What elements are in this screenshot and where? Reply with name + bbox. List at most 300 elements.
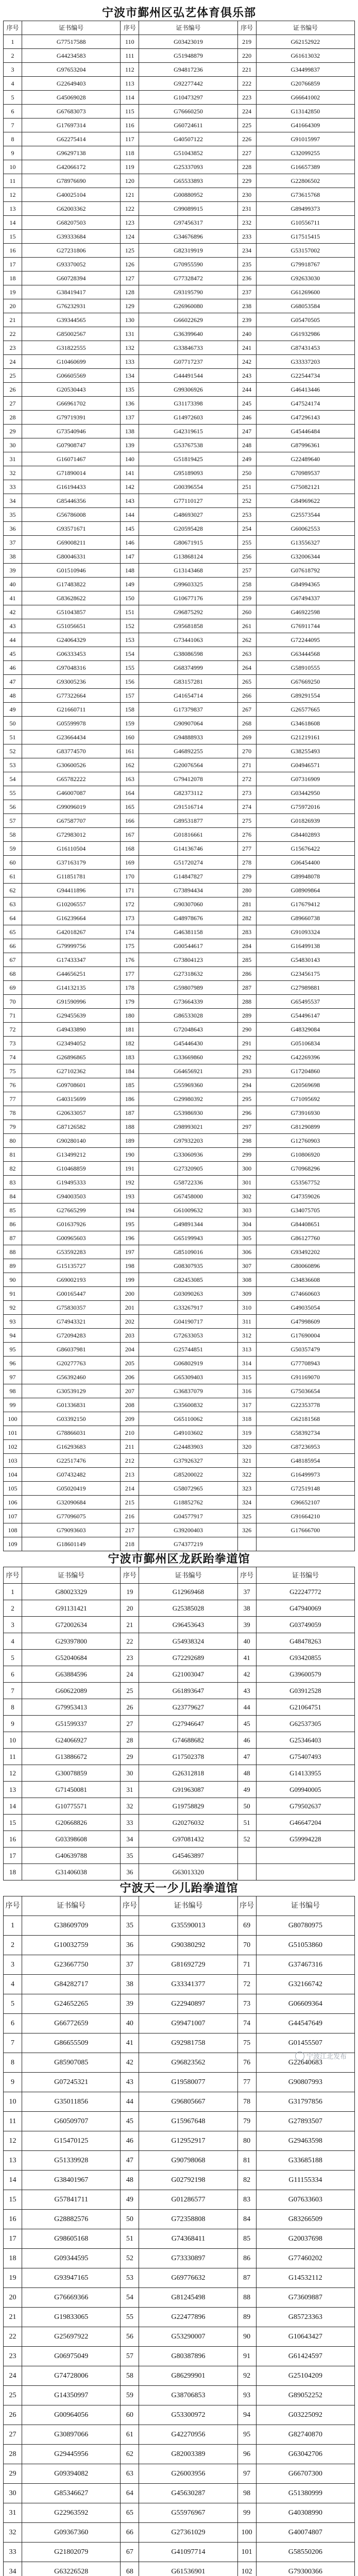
row-number: 49 — [121, 2190, 139, 2210]
cert-number: G96652107 — [256, 1496, 354, 1510]
cert-number: G93492202 — [256, 1245, 354, 1259]
row-number: 91 — [237, 2347, 256, 2366]
cert-number: G77096075 — [22, 1510, 121, 1523]
cert-number: G05599978 — [22, 717, 121, 731]
row-number: 31 — [121, 1782, 139, 1798]
cert-number: G42269396 — [256, 1050, 354, 1064]
row-number: 66 — [121, 2523, 139, 2543]
row-number: 266 — [237, 689, 256, 703]
cert-number: G79412078 — [139, 772, 237, 786]
cert-number: G10206557 — [22, 897, 121, 911]
row-number: 97 — [4, 1370, 22, 1384]
row-number: 215 — [121, 1496, 139, 1510]
row-number: 46 — [237, 1732, 256, 1749]
row-number: 176 — [121, 953, 139, 967]
cert-number: G03225092 — [256, 2405, 354, 2425]
row-number: 93 — [4, 1315, 22, 1329]
cert-number: G00544617 — [139, 939, 237, 953]
row-number: 158 — [121, 703, 139, 717]
cert-number: G24064329 — [22, 633, 121, 647]
cert-number: G54938324 — [139, 1633, 237, 1650]
cert-number: G11155334 — [256, 2171, 354, 2190]
row-number: 282 — [237, 911, 256, 925]
cert-number: G08307935 — [139, 1259, 237, 1273]
row-number: 317 — [237, 1398, 256, 1412]
cert-number: G24483903 — [139, 1440, 237, 1454]
cert-number: G93947165 — [22, 2268, 121, 2288]
cert-number: G42066172 — [22, 160, 121, 174]
row-number: 39 — [4, 564, 22, 578]
row-number: 50 — [4, 717, 22, 731]
cert-number: G19758829 — [139, 1798, 237, 1815]
cert-number: G10643427 — [256, 2327, 354, 2347]
row-number: 323 — [237, 1482, 256, 1496]
cert-number: G38609709 — [22, 1916, 121, 1936]
row-number: 175 — [121, 939, 139, 953]
cert-number: G91093324 — [256, 925, 354, 939]
table-row — [4, 313, 355, 327]
row-number: 70 — [4, 995, 22, 1009]
row-number: 45 — [121, 2112, 139, 2131]
cert-number: G93571671 — [22, 522, 121, 536]
row-number: 37 — [121, 1955, 139, 1975]
table-row — [4, 1916, 355, 1936]
row-number: 37 — [4, 536, 22, 550]
row-number: 251 — [237, 480, 256, 494]
row-number: 129 — [121, 299, 139, 313]
cert-number: G69776632 — [139, 2268, 237, 2288]
cert-number: G38419417 — [22, 285, 121, 299]
table-row — [4, 2014, 355, 2033]
row-number: 47 — [4, 675, 22, 689]
cert-number: G77328472 — [139, 272, 237, 285]
row-number: 207 — [121, 1384, 139, 1398]
cert-number: G62003362 — [22, 202, 121, 216]
cert-number: G67587707 — [22, 814, 121, 828]
row-number: 27 — [121, 1716, 139, 1732]
row-number: 319 — [237, 1426, 256, 1440]
row-number: 288 — [237, 995, 256, 1009]
cert-number: G17502378 — [139, 1749, 237, 1765]
row-number: 51 — [237, 1815, 256, 1831]
row-number: 53 — [4, 758, 22, 772]
row-number: 164 — [121, 786, 139, 800]
row-number: 148 — [121, 564, 139, 578]
row-number: 55 — [4, 786, 22, 800]
row-number: 312 — [237, 1329, 256, 1343]
table-row — [4, 550, 355, 564]
cert-number: G17204860 — [256, 1064, 354, 1078]
cert-number: G01637926 — [22, 1217, 121, 1231]
table-row — [4, 216, 355, 230]
cert-number: G16110504 — [22, 842, 121, 856]
row-number: 65 — [121, 2503, 139, 2523]
row-number: 12 — [4, 188, 22, 202]
cert-number: G56786008 — [22, 508, 121, 522]
cert-number: G04946571 — [256, 758, 354, 772]
cert-number: G27946647 — [139, 1716, 237, 1732]
cert-number: G79502637 — [256, 1798, 354, 1815]
row-number: 289 — [237, 1009, 256, 1023]
cert-number: G51339928 — [22, 2151, 121, 2171]
cert-number: G14847827 — [139, 870, 237, 884]
row-number: 59 — [4, 842, 22, 856]
table-row — [4, 591, 355, 605]
row-number: 137 — [121, 411, 139, 425]
row-number: 20 — [4, 2288, 22, 2308]
row-number: 252 — [237, 494, 256, 508]
row-number: 187 — [121, 1106, 139, 1120]
row-number: 247 — [237, 425, 256, 438]
cert-number: G17697314 — [22, 118, 121, 132]
row-number: 193 — [121, 1190, 139, 1204]
cert-header: 证书编号 — [139, 1567, 237, 1584]
row-number: 87 — [4, 1231, 22, 1245]
cert-number — [256, 1848, 354, 1864]
cert-number: G26003956 — [139, 2464, 237, 2484]
table-row — [4, 1732, 355, 1749]
row-number: 15 — [4, 230, 22, 244]
table-row — [4, 494, 355, 508]
cert-number: G89052252 — [256, 2386, 354, 2405]
cert-number: G79918767 — [256, 258, 354, 272]
cert-number: G26896865 — [22, 1050, 121, 1064]
row-number: 49 — [4, 703, 22, 717]
row-number: 90 — [237, 2327, 256, 2347]
cert-number: G60062553 — [256, 522, 354, 536]
row-number: 200 — [121, 1287, 139, 1301]
table-row — [4, 285, 355, 299]
cert-number: G16239664 — [22, 911, 121, 925]
row-number: 124 — [121, 230, 139, 244]
cert-number: G23779627 — [139, 1699, 237, 1716]
row-number: 221 — [237, 63, 256, 77]
row-number: 46 — [4, 661, 22, 675]
cert-number: G12760903 — [256, 1134, 354, 1148]
row-number: 235 — [237, 258, 256, 272]
table-row — [4, 146, 355, 160]
cert-number: G22963592 — [22, 2503, 121, 2523]
row-number: 280 — [237, 884, 256, 897]
table-row — [4, 1176, 355, 1190]
row-number: 241 — [237, 341, 256, 355]
row-number: 77 — [237, 2073, 256, 2092]
cert-number: G84969622 — [256, 494, 354, 508]
row-number: 142 — [121, 480, 139, 494]
row-number: 11 — [4, 2112, 22, 2131]
row-number: 40 — [237, 1633, 256, 1650]
cert-number: G85109016 — [139, 1245, 237, 1259]
cert-number: G17690004 — [256, 1329, 354, 1343]
cert-number: G73330897 — [139, 2249, 237, 2268]
cert-number: G24066927 — [22, 1732, 121, 1749]
cert-number: G48185954 — [256, 1454, 354, 1468]
row-number: 188 — [121, 1120, 139, 1134]
row-number — [237, 1848, 256, 1864]
table-row — [4, 1650, 355, 1666]
cert-number: G84282717 — [22, 1975, 121, 1994]
cert-number: G00965603 — [22, 1231, 121, 1245]
table-row — [4, 703, 355, 717]
section-title-3: 宁波天一少儿跆拳道馆 — [3, 1880, 355, 1896]
row-number: 177 — [121, 967, 139, 981]
row-number: 28 — [121, 1732, 139, 1749]
cert-number: G03442950 — [256, 786, 354, 800]
row-number: 285 — [237, 953, 256, 967]
table-row — [4, 1217, 355, 1231]
row-number: 89 — [237, 2308, 256, 2327]
cert-number: G15135727 — [22, 1259, 121, 1273]
cert-number: G25346403 — [256, 1732, 354, 1749]
row-number: 120 — [121, 174, 139, 188]
cert-header: 证书编号 — [256, 1567, 354, 1584]
table-row — [4, 1440, 355, 1454]
cert-number: G03090263 — [139, 1287, 237, 1301]
cert-number: G99603325 — [139, 578, 237, 591]
cert-number: G22353778 — [256, 1398, 354, 1412]
row-number: 299 — [237, 1148, 256, 1162]
row-number: 32 — [4, 466, 22, 480]
table-row — [4, 1975, 355, 1994]
row-number: 43 — [121, 2073, 139, 2092]
cert-number: G27893507 — [256, 2112, 354, 2131]
row-number: 76 — [4, 1078, 22, 1092]
row-number: 23 — [4, 2347, 22, 2366]
cert-number: G10806920 — [256, 1148, 354, 1162]
row-number: 141 — [121, 466, 139, 480]
row-number: 123 — [121, 216, 139, 230]
cert-number: G77517588 — [22, 35, 121, 49]
num-header: 序号 — [121, 21, 139, 35]
row-number: 22 — [121, 1633, 139, 1650]
row-number: 232 — [237, 216, 256, 230]
cert-number: G20569698 — [256, 1078, 354, 1092]
row-number: 160 — [121, 731, 139, 744]
cert-number: G75830357 — [22, 1301, 121, 1315]
row-number: 60 — [4, 856, 22, 870]
row-number: 219 — [237, 35, 256, 49]
row-number: 140 — [121, 452, 139, 466]
row-number: 172 — [121, 897, 139, 911]
cert-header: 证书编号 — [139, 21, 237, 35]
cert-number: G05470505 — [256, 313, 354, 327]
table-row — [4, 1848, 355, 1864]
cert-number: G29455639 — [22, 1009, 121, 1023]
row-number: 68 — [4, 967, 22, 981]
row-number: 23 — [4, 341, 22, 355]
table-row — [4, 466, 355, 480]
row-number: 78 — [4, 1106, 22, 1120]
header-row — [4, 1896, 355, 1916]
row-number: 27 — [4, 2425, 22, 2445]
table-row — [4, 2347, 355, 2366]
row-number: 218 — [121, 1537, 139, 1551]
table-row — [4, 425, 355, 438]
row-number: 92 — [237, 2366, 256, 2386]
cert-number: G99306926 — [139, 383, 237, 397]
row-number: 191 — [121, 1162, 139, 1176]
cert-number: G71450081 — [22, 1782, 121, 1798]
cert-number: G27320905 — [139, 1162, 237, 1176]
cert-number: G67494337 — [256, 591, 354, 605]
row-number: 127 — [121, 272, 139, 285]
row-number: 36 — [121, 1936, 139, 1955]
cert-number: G20037698 — [256, 2229, 354, 2249]
cert-number: G12952917 — [139, 2131, 237, 2151]
row-number: 261 — [237, 619, 256, 633]
cert-number: G31406038 — [22, 1864, 121, 1880]
num-header: 序号 — [4, 21, 22, 35]
table-row — [4, 1994, 355, 2014]
cert-number: G62537305 — [256, 1716, 354, 1732]
cert-number: G79719391 — [22, 411, 121, 425]
table-row — [4, 1259, 355, 1273]
cert-number: G53157002 — [256, 244, 354, 258]
row-number: 76 — [237, 2053, 256, 2073]
cert-number: G73664339 — [139, 995, 237, 1009]
row-number: 10 — [4, 1732, 22, 1749]
row-number: 15 — [4, 2190, 22, 2210]
cert-number: G67669250 — [256, 675, 354, 689]
row-number: 65 — [4, 925, 22, 939]
cert-number: G47296143 — [256, 411, 354, 425]
row-number: 208 — [121, 1398, 139, 1412]
cert-number: G38086598 — [139, 647, 237, 661]
row-number: 110 — [121, 35, 139, 49]
cert-number: G74377219 — [139, 1537, 237, 1551]
row-number: 132 — [121, 341, 139, 355]
row-number: 81 — [4, 1148, 22, 1162]
cert-number: G68374999 — [139, 661, 237, 675]
row-number: 34 — [4, 2562, 22, 2576]
cert-number: G94003503 — [22, 1190, 121, 1204]
row-number: 264 — [237, 661, 256, 675]
cert-number: G47524174 — [256, 397, 354, 411]
num-header: 序号 — [121, 1567, 139, 1584]
row-number: 6 — [4, 1666, 22, 1683]
row-number: 131 — [121, 327, 139, 341]
cert-number: G53567752 — [256, 1176, 354, 1190]
table-row — [4, 1023, 355, 1037]
cert-number: G41654714 — [139, 689, 237, 703]
row-number: 298 — [237, 1134, 256, 1148]
cert-number: G87996361 — [256, 438, 354, 452]
cert-number: G73615768 — [256, 188, 354, 202]
row-number: 19 — [4, 2268, 22, 2288]
cert-number: G72292689 — [139, 1650, 237, 1666]
table-row — [4, 1683, 355, 1699]
row-number: 210 — [121, 1426, 139, 1440]
cert-number: G33267917 — [139, 1301, 237, 1315]
row-number: 13 — [4, 1782, 22, 1798]
row-number: 226 — [237, 132, 256, 146]
row-number: 61 — [4, 870, 22, 884]
cert-number: G49433890 — [22, 1023, 121, 1037]
table-row — [4, 1454, 355, 1468]
cert-number: G63013320 — [139, 1864, 237, 1880]
cert-number: G39600579 — [256, 1666, 354, 1683]
cert-number: G23664434 — [22, 731, 121, 744]
cert-number: G85200022 — [139, 1468, 237, 1482]
cert-number: G85723363 — [256, 2308, 354, 2327]
cert-number: G41097714 — [139, 2543, 237, 2562]
row-number: 297 — [237, 1120, 256, 1134]
row-number: 100 — [237, 2523, 256, 2543]
row-number: 199 — [121, 1273, 139, 1287]
row-number: 12 — [4, 2131, 22, 2151]
table-row — [4, 1482, 355, 1496]
cert-number: G63884596 — [22, 1666, 121, 1683]
cert-number: G04190717 — [139, 1315, 237, 1329]
row-number: 68 — [121, 2562, 139, 2576]
row-number: 202 — [121, 1315, 139, 1329]
cert-number: G65533893 — [139, 174, 237, 188]
cert-number: G37926327 — [139, 1454, 237, 1468]
row-number: 98 — [237, 2484, 256, 2503]
cert-number: G31173398 — [139, 397, 237, 411]
row-number: 265 — [237, 675, 256, 689]
row-number: 139 — [121, 438, 139, 452]
row-number: 242 — [237, 355, 256, 369]
cert-number: G86127760 — [256, 1231, 354, 1245]
cert-number: G40639788 — [22, 1848, 121, 1864]
row-number: 306 — [237, 1245, 256, 1259]
row-number: 230 — [237, 188, 256, 202]
row-number: 1 — [4, 1916, 22, 1936]
row-number: 1 — [4, 1584, 22, 1600]
cert-number: G07908747 — [22, 438, 121, 452]
cert-number: G10473297 — [139, 91, 237, 105]
row-number: 84 — [237, 2210, 256, 2229]
row-number: 149 — [121, 578, 139, 591]
cert-number: G30078859 — [22, 1765, 121, 1782]
cert-number: G17515415 — [256, 230, 354, 244]
cert-number: G99471007 — [139, 2014, 237, 2033]
row-number: 47 — [121, 2151, 139, 2171]
table-row — [4, 2151, 355, 2171]
row-number: 128 — [121, 285, 139, 299]
cert-number: G66641002 — [256, 91, 354, 105]
row-number: 18 — [4, 272, 22, 285]
table-row — [4, 1162, 355, 1176]
cert-number: G69008211 — [22, 536, 121, 550]
cert-number: G34618608 — [256, 717, 354, 731]
cert-number: G85346627 — [22, 2484, 121, 2503]
table-row — [4, 619, 355, 633]
row-number: 296 — [237, 1106, 256, 1120]
row-number: 267 — [237, 703, 256, 717]
table-row — [4, 758, 355, 772]
cert-number: G16194433 — [22, 480, 121, 494]
cert-number: G96875292 — [139, 605, 237, 619]
row-number: 116 — [121, 118, 139, 132]
cert-number: G65110062 — [139, 1412, 237, 1426]
table-row — [4, 967, 355, 981]
table-row — [4, 1009, 355, 1023]
row-number: 13 — [4, 2151, 22, 2171]
row-number: 69 — [4, 981, 22, 995]
cert-number: G73441063 — [139, 633, 237, 647]
row-number: 260 — [237, 605, 256, 619]
cert-number: G65199943 — [139, 1231, 237, 1245]
cert-number: G10468859 — [22, 1162, 121, 1176]
row-number: 72 — [4, 1023, 22, 1037]
row-number: 88 — [4, 1245, 22, 1259]
row-number: 11 — [4, 174, 22, 188]
row-number: 84 — [4, 1190, 22, 1204]
row-number: 243 — [237, 369, 256, 383]
row-number: 146 — [121, 536, 139, 550]
